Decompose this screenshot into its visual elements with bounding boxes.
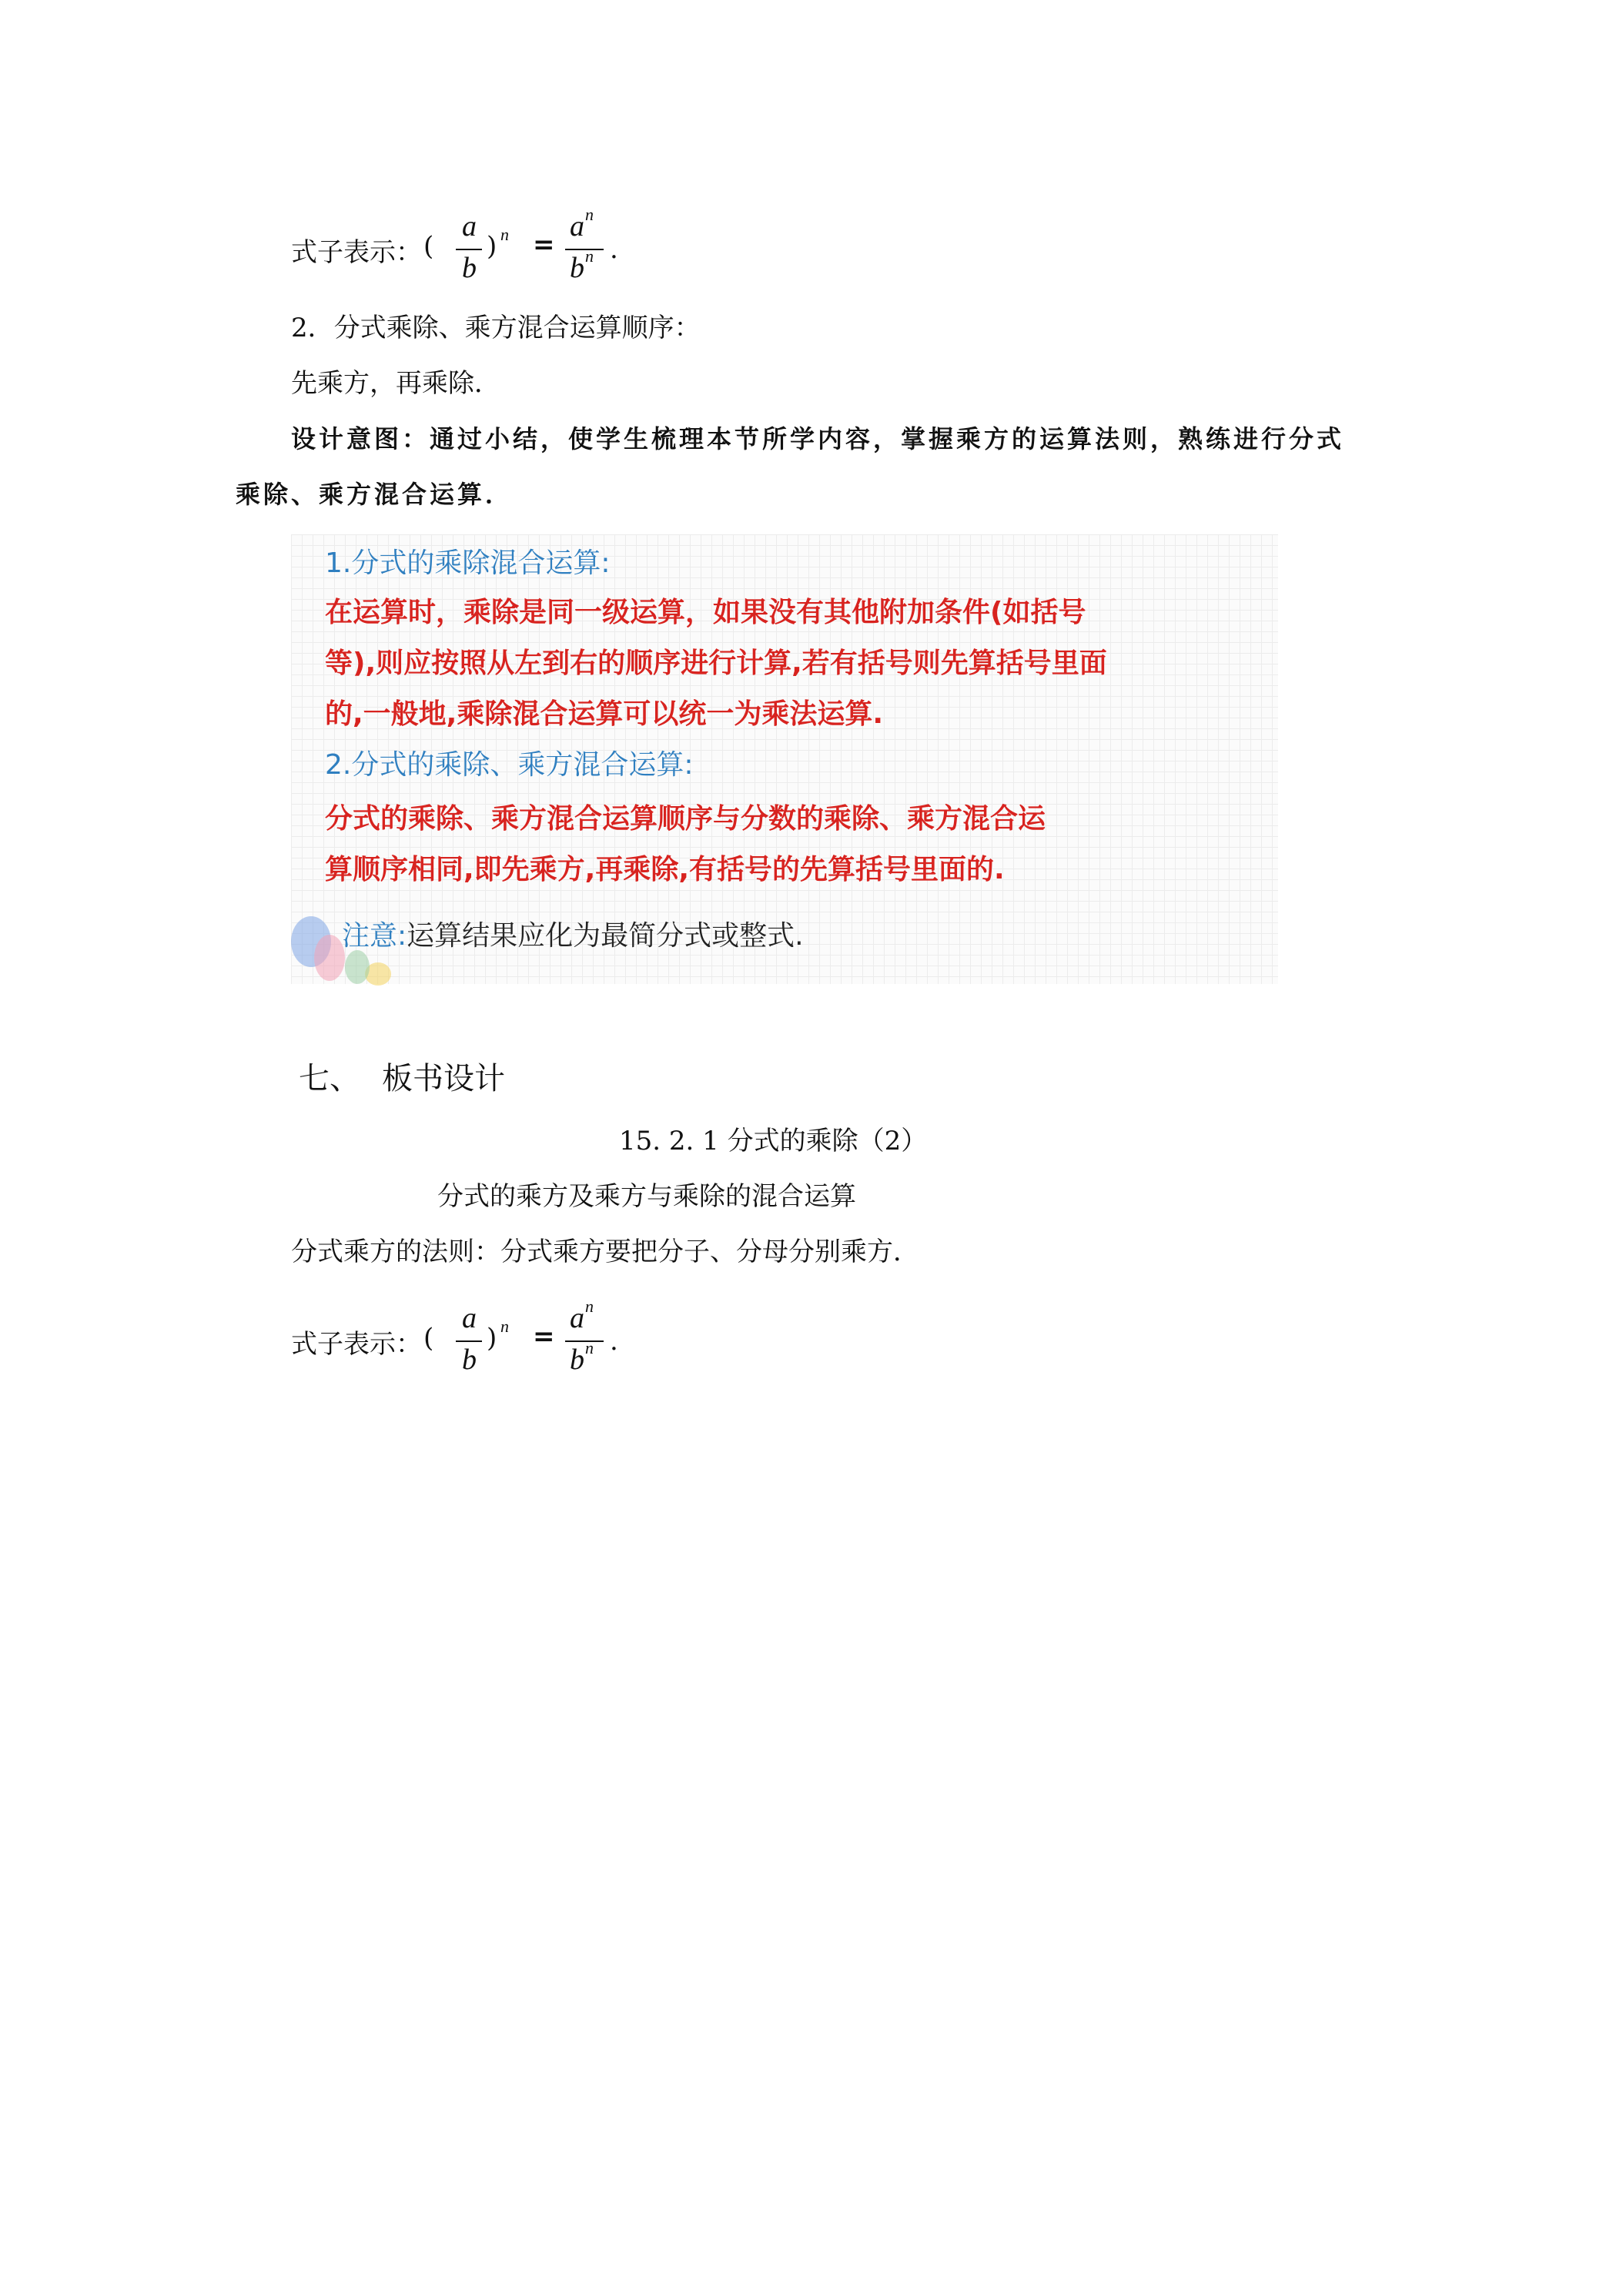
rhs-numerator-exponent: n xyxy=(585,205,594,224)
fraction-denominator: b xyxy=(462,252,477,284)
slide-para-2-line-1: 分式的乘除、乘方混合运算顺序与分数的乘除、乘方混合运 xyxy=(325,803,1046,835)
rhs-denominator-exponent: n xyxy=(585,1338,594,1357)
fraction-bar xyxy=(456,1340,482,1342)
rhs-numerator-exponent: n xyxy=(585,1297,594,1316)
formula-top xyxy=(291,205,691,293)
slide-note xyxy=(342,918,804,955)
rhs-denominator-exponent: n xyxy=(585,246,594,266)
section-number: 七、 xyxy=(299,1061,360,1096)
paren-close: ) xyxy=(487,231,497,262)
paren-open: ( xyxy=(423,231,434,262)
design-intent-line-1: 设计意图：通过小结，使学生梳理本节所学内容，掌握乘方的运算法则，熟练进行分式 xyxy=(291,424,1345,454)
equals-sign: = xyxy=(533,229,555,260)
formula-label: 式子表示： xyxy=(291,1329,422,1360)
slide-heading-1: 1.分式的乘除混合运算: xyxy=(325,547,611,579)
slide-para-1-line-1: 在运算时，乘除是同一级运算，如果没有其他附加条件(如括号 xyxy=(325,597,1086,628)
board-rule: 分式乘方的法则：分式乘方要把分子、分母分别乘方． xyxy=(291,1237,919,1267)
period: . xyxy=(610,234,618,265)
formula-label: 式子表示： xyxy=(291,237,422,268)
board-subtitle: 分式的乘方及乘方与乘除的混合运算 xyxy=(437,1181,856,1212)
fraction-numerator: a xyxy=(462,210,477,243)
formula-bottom xyxy=(291,1297,691,1384)
exponent: n xyxy=(500,1317,509,1336)
slide-para-1-line-3: 的,一般地,乘除混合运算可以统一为乘法运算. xyxy=(325,698,884,730)
section-title: 板书设计 xyxy=(382,1061,505,1096)
rhs-numerator: a xyxy=(570,210,584,243)
period: . xyxy=(610,1326,618,1357)
rhs-fraction-bar xyxy=(565,249,604,250)
slide-para-1-line-2: 等),则应按照从左到右的顺序进行计算,若有括号则先算括号里面 xyxy=(325,648,1107,679)
exponent: n xyxy=(500,225,509,244)
decor-circle-pink xyxy=(314,935,345,981)
rhs-numerator: a xyxy=(570,1302,584,1334)
fraction-denominator: b xyxy=(462,1344,477,1376)
fraction-bar xyxy=(456,249,482,250)
slide-image xyxy=(291,534,1278,984)
note-text: 运算结果应化为最简分式或整式. xyxy=(407,920,804,952)
equals-sign: = xyxy=(533,1321,555,1352)
decor-circle-green xyxy=(345,950,370,984)
paren-close: ) xyxy=(487,1323,497,1354)
rhs-denominator: b xyxy=(570,252,584,284)
slide-para-2-line-2: 算顺序相同,即先乘方,再乘除,有括号的先算括号里面的. xyxy=(325,854,1005,885)
summary-item-2-answer: 先乘方，再乘除． xyxy=(291,368,500,399)
board-title: 15. 2. 1 分式的乘除（2） xyxy=(619,1126,928,1156)
summary-item-2: 2．分式乘除、乘方混合运算顺序： xyxy=(291,313,701,343)
slide-heading-2: 2.分式的乘除、乘方混合运算: xyxy=(325,749,694,781)
fraction-numerator: a xyxy=(462,1302,477,1334)
rhs-fraction-bar xyxy=(565,1340,604,1342)
paren-open: ( xyxy=(423,1323,434,1354)
rhs-denominator: b xyxy=(570,1344,584,1376)
design-intent-line-2: 乘除、乘方混合运算． xyxy=(236,480,514,509)
note-label: 注意: xyxy=(342,920,407,952)
